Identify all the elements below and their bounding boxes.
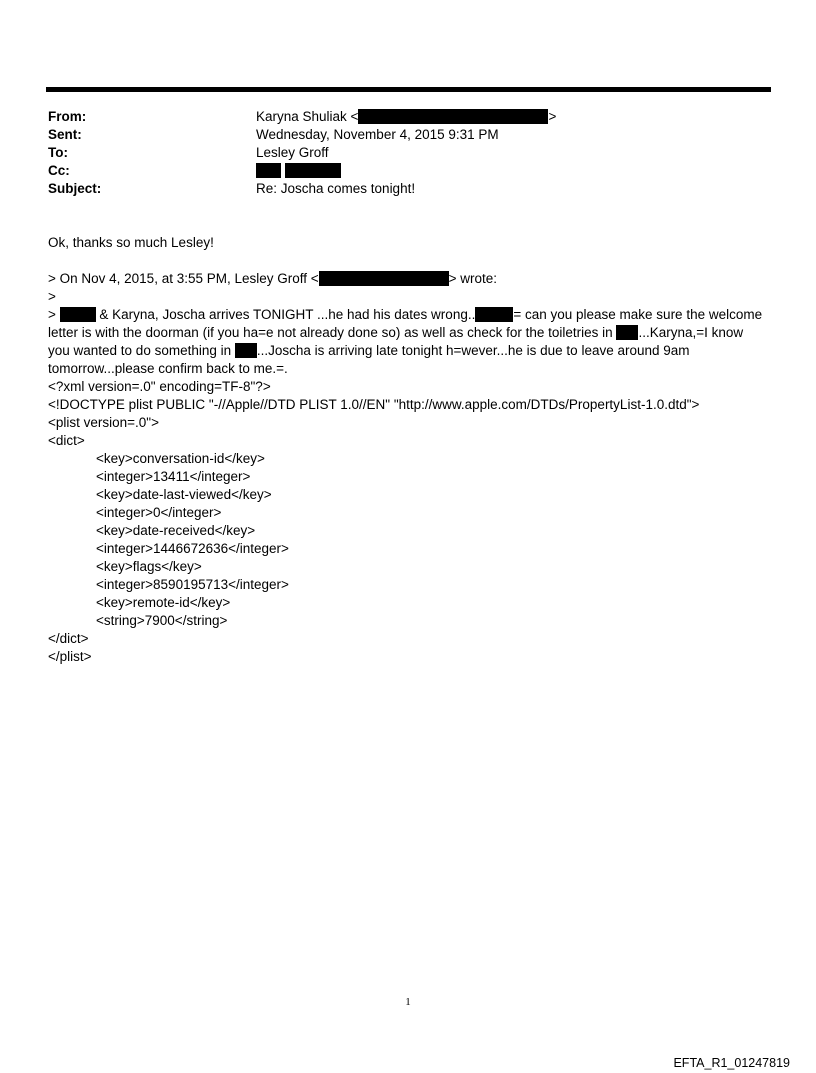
sent-value: Wednesday, November 4, 2015 9:31 PM bbox=[256, 127, 499, 142]
redaction-block bbox=[256, 163, 281, 178]
redaction-block bbox=[475, 307, 513, 322]
from-name: Karyna Shuliak < bbox=[256, 109, 359, 124]
quote-marker: > bbox=[48, 307, 56, 322]
sent-label: Sent: bbox=[48, 127, 82, 142]
header-rule bbox=[46, 87, 771, 92]
from-close: > bbox=[548, 109, 557, 124]
from-value bbox=[256, 108, 556, 126]
to-value: Lesley Groff bbox=[256, 145, 329, 160]
sent-row bbox=[48, 126, 556, 144]
email-body bbox=[48, 234, 768, 666]
dict-line: <string>7900</string> bbox=[96, 613, 228, 628]
quote-blank: > bbox=[48, 289, 56, 304]
dict-line: <key>conversation-id</key> bbox=[96, 451, 265, 466]
greeting: Ok, thanks so much Lesley! bbox=[48, 235, 214, 250]
redaction-block bbox=[616, 325, 638, 340]
quoted-line bbox=[48, 342, 768, 360]
quoted-line: tomorrow...please confirm back to me.=. bbox=[48, 361, 288, 376]
redaction-block bbox=[285, 163, 341, 178]
to-row bbox=[48, 144, 556, 162]
quoted-text: = can you please make sure the welcome bbox=[513, 307, 763, 322]
quote-intro bbox=[48, 270, 768, 288]
quoted-text: you wanted to do something in bbox=[48, 343, 232, 358]
redaction-block bbox=[235, 343, 257, 358]
dict-line: <key>remote-id</key> bbox=[96, 595, 231, 610]
to-label: To: bbox=[48, 145, 68, 160]
subject-row bbox=[48, 180, 556, 198]
email-header bbox=[48, 108, 556, 198]
quoted-line bbox=[48, 324, 768, 342]
redaction-block bbox=[319, 271, 449, 286]
dict-close: </dict> bbox=[48, 631, 89, 646]
quoted-text: letter is with the doorman (if you ha=e not already done so) as well as check for the toiletries in bbox=[48, 325, 613, 340]
dict-open: <dict> bbox=[48, 433, 85, 448]
quoted-text: & Karyna, Joscha arrives TONIGHT ...he had his dates wrong.. bbox=[95, 307, 476, 322]
dict-line: <integer>8590195713</integer> bbox=[96, 577, 289, 592]
doctype-line: <!DOCTYPE plist PUBLIC "-//Apple//DTD PLIST 1.0//EN" "http://www.apple.com/DTDs/PropertyList-1.0.dtd"> bbox=[48, 397, 700, 412]
redaction-block bbox=[60, 307, 96, 322]
dict-line: <key>date-received</key> bbox=[96, 523, 256, 538]
quoted-text: ...Karyna,=I know bbox=[638, 325, 744, 340]
bates-number: EFTA_R1_01247819 bbox=[673, 1056, 790, 1070]
dict-line: <integer>13411</integer> bbox=[96, 469, 251, 484]
from-label: From: bbox=[48, 109, 87, 124]
subject-value: Re: Joscha comes tonight! bbox=[256, 181, 416, 196]
page-number: 1 bbox=[405, 996, 411, 1008]
quoted-line bbox=[48, 306, 768, 324]
redaction-block bbox=[358, 109, 548, 124]
plist-close: </plist> bbox=[48, 649, 92, 664]
subject-label: Subject: bbox=[48, 181, 102, 196]
dict-line: <key>date-last-viewed</key> bbox=[96, 487, 272, 502]
from-row bbox=[48, 108, 556, 126]
quote-intro-end: > wrote: bbox=[448, 271, 498, 286]
cc-value bbox=[256, 162, 341, 180]
quote-intro-start: > On Nov 4, 2015, at 3:55 PM, Lesley Groff < bbox=[48, 271, 319, 286]
cc-row bbox=[48, 162, 556, 180]
dict-line: <key>flags</key> bbox=[96, 559, 202, 574]
cc-label: Cc: bbox=[48, 163, 70, 178]
dict-line: <integer>0</integer> bbox=[96, 505, 222, 520]
plist-open: <plist version=.0"> bbox=[48, 415, 159, 430]
spacer bbox=[48, 252, 768, 270]
quoted-text: ...Joscha is arriving late tonight h=wever...he is due to leave around 9am bbox=[256, 343, 690, 358]
xml-declaration: <?xml version=.0" encoding=TF-8"?> bbox=[48, 379, 271, 394]
dict-line: <integer>1446672636</integer> bbox=[96, 541, 289, 556]
